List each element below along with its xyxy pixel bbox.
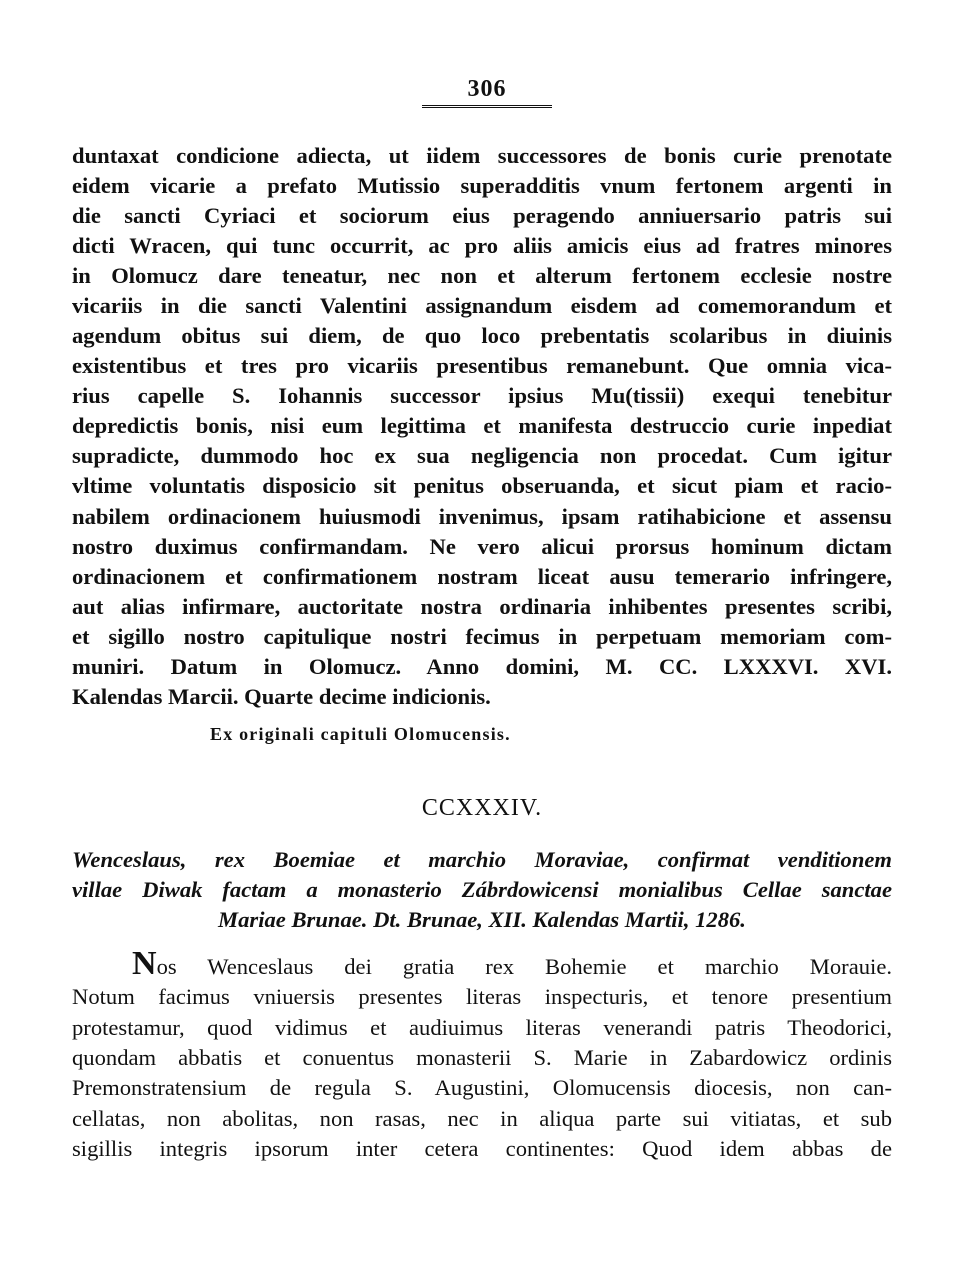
summary-line: villae Diwak factam a monasterio Zábrdowicensi monialibus Cellae sanctae [72, 877, 892, 902]
text-line: cellatas, non abolitas, non rasas, nec in aliqua parte sui vitiatas, et sub [72, 1106, 892, 1131]
text-line: nabilem ordinacionem huiusmodi invenimus, ipsam ratihabicione et assensu [72, 504, 892, 529]
text-line: die sancti Cyriaci et sociorum eius peragendo anniuersario patris sui [72, 203, 892, 228]
text-line: duntaxat condicione adiecta, ut iidem successores de bonis curie prenotate [72, 143, 892, 168]
text-line: depredictis bonis, nisi eum legittima et manifesta destruccio curie inpediat [72, 413, 892, 438]
text-line: vltime voluntatis disposicio sit penitus obseruanda, et sicut piam et racio- [72, 473, 892, 498]
text-line: dicti Wracen, qui tunc occurrit, ac pro aliis amicis eius ad fratres minores [72, 233, 892, 258]
first-line-text: os Wenceslaus dei gratia rex Bohemie et marchio Morauie. [156, 954, 892, 979]
initial-letter: N [132, 945, 157, 982]
text-line: rius capelle S. Iohannis successor ipsius Mu(tissii) exequi tenebitur [72, 383, 892, 408]
book-page [72, 0, 892, 1273]
text-line: in Olomucz dare teneatur, nec non et alterum fertonem ecclesie nostre [72, 263, 892, 288]
page-number: 306 [422, 76, 552, 108]
text-line: protestamur, quod vidimus et audiuimus literas venerandi patris Theodorici, [72, 1015, 892, 1040]
text-line: muniri. Datum in Olomucz. Anno domini, M. CC. LXXXVI. XVI. [72, 654, 892, 679]
text-line: Notum facimus vniuersis presentes literas inspecturis, et tenore presentium [72, 984, 892, 1009]
text-line: et sigillo nostro capitulique nostri fecimus in perpetuam memoriam com- [72, 624, 892, 649]
text-line: eidem vicarie a prefato Mutissio superadditis vnum fertonem argenti in [72, 173, 892, 198]
text-line: ordinacionem et confirmationem nostram liceat ausu temerario infringere, [72, 564, 892, 589]
text-line: supradicte, dummodo hoc ex sua negligencia non procedat. Cum igitur [72, 443, 892, 468]
text-line [72, 945, 892, 982]
document-number: CCXXXIV. [421, 795, 543, 821]
text-line: nostro duximus confirmandam. Ne vero alicui prorsus hominum dictam [72, 534, 892, 559]
text-line: existentibus et tres pro vicariis presentibus remanebunt. Que omnia vica- [72, 353, 892, 378]
text-line: sigillis integris ipsorum inter cetera continentes: Quod idem abbas de [72, 1136, 892, 1161]
text-line: Kalendas Marcii. Quarte decime indicionis. [72, 684, 491, 709]
text-line: agendum obitus sui diem, de quo loco prebentatis scolaribus in diuinis [72, 323, 892, 348]
text-line: quondam abbatis et conuentus monasterii S. Marie in Zabardowicz ordinis [72, 1045, 892, 1070]
text-line: Premonstratensium de regula S. Augustini, Olomucensis diocesis, non can- [72, 1075, 892, 1100]
summary-line: Mariae Brunae. Dt. Brunae, XII. Kalendas Martii, 1286. [218, 907, 746, 932]
source-note: Ex originali capituli Olomucensis. [210, 724, 511, 744]
text-line: aut alias infirmare, auctoritate nostra ordinaria inhibentes presentes scribi, [72, 594, 892, 619]
text-line: vicariis in die sancti Valentini assignandum eisdem ad comemorandum et [72, 293, 892, 318]
summary-line: Wenceslaus, rex Boemiae et marchio Moraviae, confirmat venditionem [72, 847, 892, 872]
